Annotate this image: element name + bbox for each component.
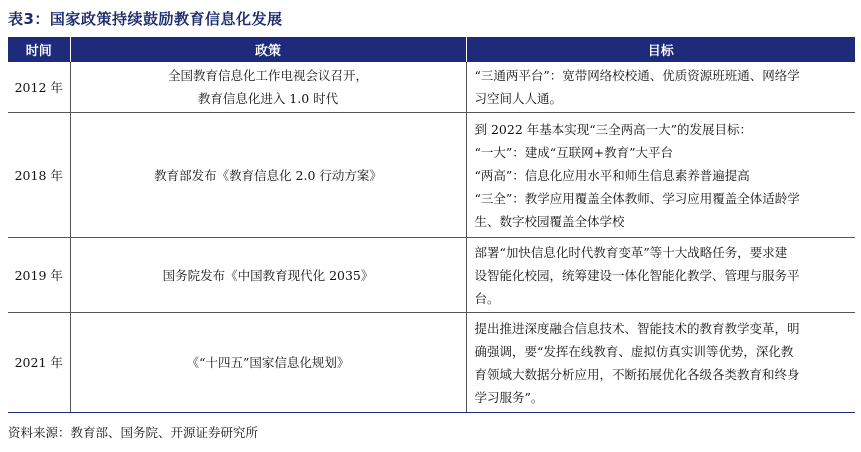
goal-line: 生、数字校园覆盖全体学校	[474, 213, 625, 229]
row-policy	[70, 313, 466, 413]
goal-line: 到 2022 年基本实现“三全两高一大”的发展目标：	[474, 121, 753, 137]
policy-table	[8, 37, 855, 413]
goal-line: 习空间人人通。	[474, 91, 563, 106]
table-title: 表3：国家政策持续鼓励教育信息化发展	[8, 10, 283, 28]
goal-line: 确强调，要“发挥在线教育、虚拟仿真实训等优势，深化教	[474, 343, 794, 359]
goal-line: 育领域大数据分析应用，不断拓展优化各级各类教育和终身	[474, 366, 800, 382]
goal-line: “两高”：信息化应用水平和师生信息素养普遍提高	[474, 167, 750, 183]
goal-line: “三通两平台”：宽带网络校校通、优质资源班班通、网络学	[474, 68, 800, 83]
row-goal	[466, 313, 855, 413]
table-row	[8, 113, 855, 238]
header-policy: 政策	[70, 37, 466, 62]
goal-line: 设智能化校园，统筹建设一体化智能化教学、管理与服务平	[474, 267, 800, 283]
goal-line: “三全”：教学应用覆盖全体教师、学习应用覆盖全体适龄学	[474, 190, 800, 206]
row-year: 2018 年	[8, 113, 70, 238]
policy-line: 《“十四五”国家信息化规划》	[186, 355, 350, 370]
policy-line: 国务院发布《中国教育现代化 2035》	[162, 267, 374, 283]
row-policy	[70, 62, 466, 113]
row-goal	[466, 113, 855, 238]
source-note: 资料来源：教育部、国务院、开源证券研究所	[8, 425, 259, 440]
row-goal	[466, 62, 855, 113]
row-policy	[70, 113, 466, 238]
table-row	[8, 238, 855, 313]
table-row	[8, 313, 855, 413]
table-row	[8, 62, 855, 113]
policy-line: 教育部发布《教育信息化 2.0 行动方案》	[154, 167, 382, 183]
goal-line: “一大”：建成“互联网+教育”大平台	[474, 144, 674, 160]
policy-line: 教育信息化进入 1.0 时代	[197, 91, 339, 106]
goal-line: 部署“加快信息化时代教育变革”等十大战略任务，要求建	[474, 244, 788, 260]
goal-line: 台。	[474, 290, 500, 306]
row-year: 2021 年	[8, 313, 70, 413]
header-time: 时间	[8, 37, 70, 62]
table-header-row	[8, 37, 855, 62]
policy-line: 全国教育信息化工作电视会议召开，	[167, 68, 368, 83]
goal-line: 提出推进深度融合信息技术、智能技术的教育教学变革，明	[474, 320, 800, 336]
row-year: 2019 年	[8, 238, 70, 313]
goal-line: 学习服务”。	[474, 389, 544, 405]
row-year: 2012 年	[8, 62, 70, 113]
row-goal	[466, 238, 855, 313]
header-goal: 目标	[466, 37, 855, 62]
row-policy	[70, 238, 466, 313]
